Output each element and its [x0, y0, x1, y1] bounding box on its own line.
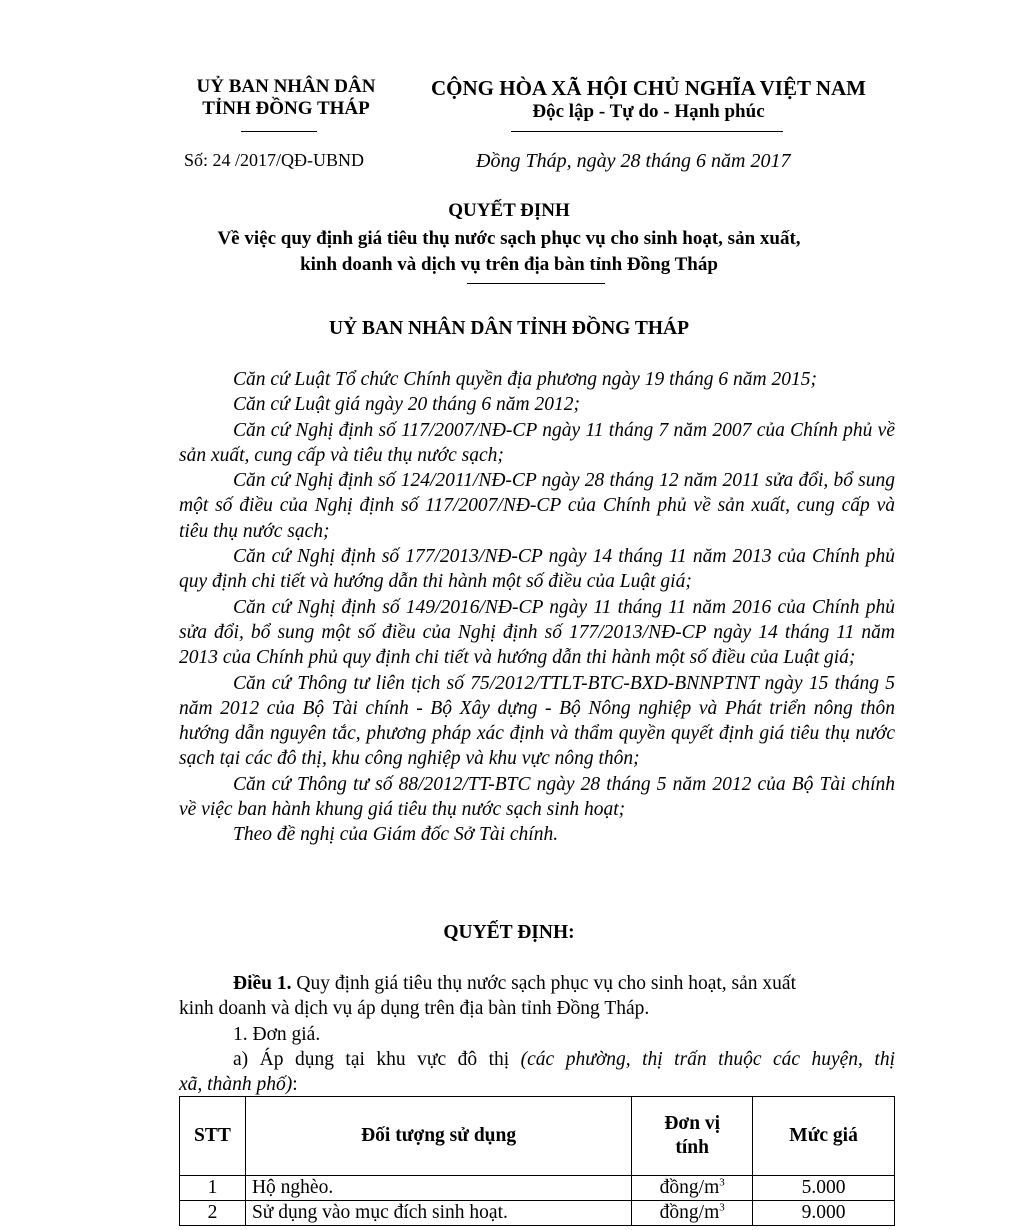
agency-underline — [241, 131, 317, 132]
table-header-row — [180, 1097, 895, 1176]
legal-bases — [179, 367, 895, 848]
header-unit — [632, 1097, 753, 1176]
legal-basis-item: Căn cứ Nghị định số 177/2013/NĐ-CP ngày 14 tháng 11 năm 2013 của Chính phủ quy định chi tiết và hướng dẫn thi hành một số điều của Luật giá; — [179, 546, 895, 593]
issuing-authority: UỶ BAN NHÂN DÂN TỈNH ĐỒNG THÁP — [328, 318, 690, 339]
row-subject: Sử dụng vào mục đích sinh hoạt. — [245, 1201, 631, 1226]
header-unit-line-1: Đơn vị — [664, 1113, 721, 1134]
agency-line-1: UỶ BAN NHÂN DÂN — [196, 76, 376, 97]
header-subject: Đối tượng sử dụng — [245, 1097, 631, 1176]
title-underline — [467, 283, 605, 284]
article-1-item-a-line-1 — [179, 1047, 895, 1072]
nation-name: CỘNG HÒA XÃ HỘI CHỦ NGHĨA VIỆT NAM — [430, 76, 867, 100]
item-a-prefix: a) Áp dụng tại khu vực đô thị — [233, 1048, 521, 1070]
article-1-text: Quy định giá tiêu thụ nước sạch phục vụ cho sinh hoạt, sản xuất — [291, 973, 796, 994]
decision-heading: QUYẾT ĐỊNH: — [443, 922, 575, 943]
item-a-scope-cont: xã, thành phố) — [179, 1074, 293, 1096]
article-1-line-1 — [179, 971, 895, 996]
article-1-item-a-line-2 — [179, 1072, 895, 1097]
place-and-date: Đồng Tháp, ngày 28 tháng 6 năm 2017 — [476, 150, 791, 172]
row-unit — [632, 1201, 753, 1226]
row-subject: Hộ nghèo. — [245, 1176, 631, 1201]
document-subtitle — [150, 226, 868, 278]
item-a-suffix: : — [292, 1074, 298, 1096]
legal-basis-item: Căn cứ Nghị định số 149/2016/NĐ-CP ngày 11 tháng 11 năm 2016 của Chính phủ sửa đổi, bổ sung một số điều của Nghị định số 177/2013/NĐ-CP ngày 14 tháng 11 năm 2013 của Chính phủ quy định chi tiết và hướng dẫn thi hành một số điều của Luật giá; — [179, 596, 895, 669]
article-1-item-1: 1. Đơn giá. — [233, 1023, 321, 1045]
legal-basis-item: Căn cứ Nghị định số 124/2011/NĐ-CP ngày 28 tháng 12 năm 2011 sửa đổi, bổ sung một số điều của Nghị định số 117/2007/NĐ-CP của Chính phủ về sản xuất, cung cấp và tiêu thụ nước sạch; — [179, 470, 895, 542]
motto-underline — [511, 131, 783, 132]
legal-basis-item: Căn cứ Thông tư liên tịch số 75/2012/TTLT-BTC-BXD-BNNPTNT ngày 15 tháng 5 năm 2012 của Bộ Tài chính - Bộ Xây dựng - Bộ Nông nghiệp và Phát triển nông thôn hướng dẫn nguyên tắc, phương pháp xác định và thẩm quyền quyết định giá tiêu thụ nước sạch tại các đô thị, khu công nghiệp và khu vực nông thôn; — [179, 672, 895, 770]
national-motto: Độc lập - Tự do - Hạnh phúc — [532, 101, 765, 122]
row-unit — [632, 1176, 753, 1201]
item-a-scope: (các phường, thị trấn thuộc các huyện, thị — [520, 1048, 896, 1070]
row-price: 9.000 — [753, 1201, 895, 1226]
agency-line-2: TỈNH ĐỒNG THÁP — [202, 98, 370, 119]
issuing-agency — [180, 76, 392, 120]
row-stt: 2 — [180, 1201, 246, 1226]
article-1 — [179, 971, 895, 1097]
row-unit-exponent: 3 — [719, 1201, 725, 1214]
table-row — [180, 1176, 895, 1201]
document-number: Số: 24 /2017/QĐ-UBND — [184, 150, 365, 170]
article-1-line-2: kinh doanh và dịch vụ áp dụng trên địa bàn tỉnh Đồng Tháp. — [179, 998, 650, 1020]
document-title: QUYẾT ĐỊNH — [448, 200, 570, 221]
article-1-label: Điều 1. — [233, 973, 292, 994]
row-stt: 1 — [180, 1176, 246, 1201]
price-table — [179, 1096, 895, 1226]
legal-basis-item: Căn cứ Luật Tổ chức Chính quyền địa phương ngày 19 tháng 6 năm 2015; — [233, 369, 817, 390]
legal-basis-item: Căn cứ Nghị định số 117/2007/NĐ-CP ngày 11 tháng 7 năm 2007 của Chính phủ về sản xuất, cung cấp và tiêu thụ nước sạch; — [179, 419, 895, 466]
row-unit-text: đồng/m — [659, 1177, 720, 1198]
legal-basis-item: Căn cứ Thông tư số 88/2012/TT-BTC ngày 28 tháng 5 năm 2012 của Bộ Tài chính về việc ban hành khung giá tiêu thụ nước sạch sinh hoạt; — [179, 773, 895, 821]
header-price: Mức giá — [753, 1097, 895, 1176]
legal-basis-item: Căn cứ Luật giá ngày 20 tháng 6 năm 2012; — [233, 394, 581, 416]
legal-basis-item: Theo đề nghị của Giám đốc Sở Tài chính. — [233, 824, 559, 846]
table-row — [180, 1201, 895, 1226]
row-unit-text: đồng/m — [659, 1202, 720, 1223]
row-unit-exponent: 3 — [719, 1176, 725, 1189]
header-stt: STT — [180, 1097, 246, 1176]
row-price: 5.000 — [753, 1176, 895, 1201]
national-heading — [405, 76, 892, 124]
subtitle-line-1: Về việc quy định giá tiêu thụ nước sạch phục vụ cho sinh hoạt, sản xuất, — [217, 228, 801, 249]
subtitle-line-2: kinh doanh và dịch vụ trên địa bàn tỉnh Đồng Tháp — [300, 254, 718, 275]
header-unit-line-2: tính — [675, 1137, 709, 1158]
